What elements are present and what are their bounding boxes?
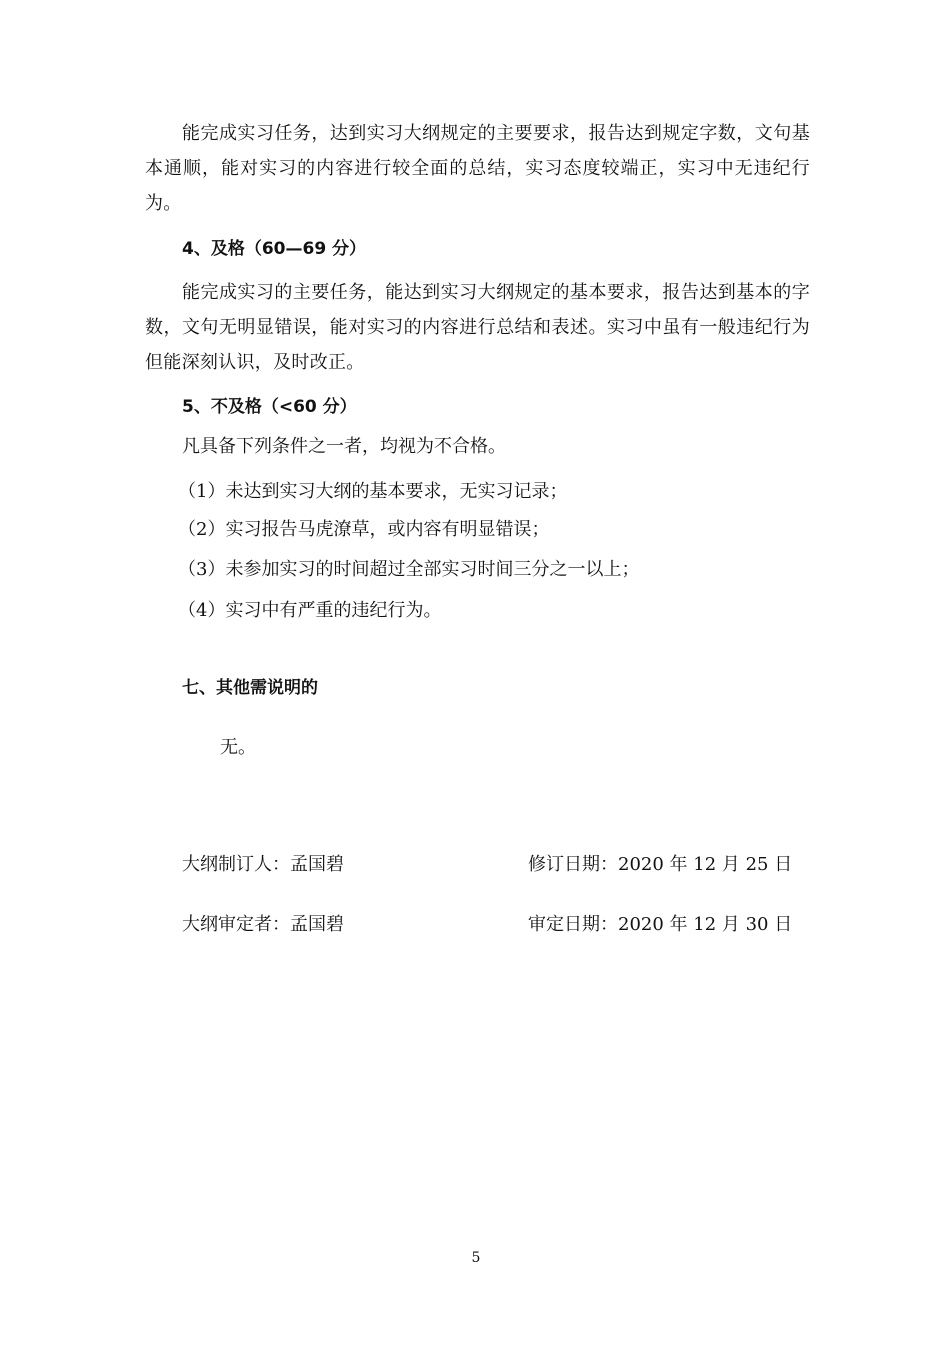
page-number: 5 [471,1250,481,1266]
revise-date: 修订日期：2020 年 12 月 25 日 [528,854,793,875]
fail-item-1: （1）未达到实习大纲的基本要求，无实习记录； [178,481,568,502]
fail-item-4: （4）实习中有严重的违纪行为。 [178,600,442,621]
pass-grade-paragraph: 能完成实习的主要任务，能达到实习大纲规定的基本要求，报告达到基本的字数，文句无明显错误，能对实习的内容进行总结和表述。实习中虽有一般违纪行为但能深刻认识，及时改正。 [145,282,810,373]
fail-item-2: （2）实习报告马虎潦草，或内容有明显错误； [178,519,550,540]
fail-item-3: （3）未参加实习的时间超过全部实习时间三分之一以上； [178,559,640,580]
section7-body: 无。 [220,737,256,758]
outline-approver: 大纲审定者：孟国碧 [182,914,344,935]
fail-grade-intro: 凡具备下列条件之一者，均视为不合格。 [182,436,506,457]
fail-grade-heading: 5、不及格（<60 分） [182,397,357,417]
section7-heading: 七、其他需说明的 [182,678,318,698]
good-grade-paragraph: 能完成实习任务，达到实习大纲规定的主要要求，报告达到规定字数，文句基本通顺，能对实习的内容进行较全面的总结，实习态度较端正，实习中无违纪行为。 [145,123,810,214]
pass-grade-heading: 4、及格（60—69 分） [182,239,367,259]
approve-date: 审定日期：2020 年 12 月 30 日 [528,914,793,935]
outline-author: 大纲制订人：孟国碧 [182,854,344,875]
